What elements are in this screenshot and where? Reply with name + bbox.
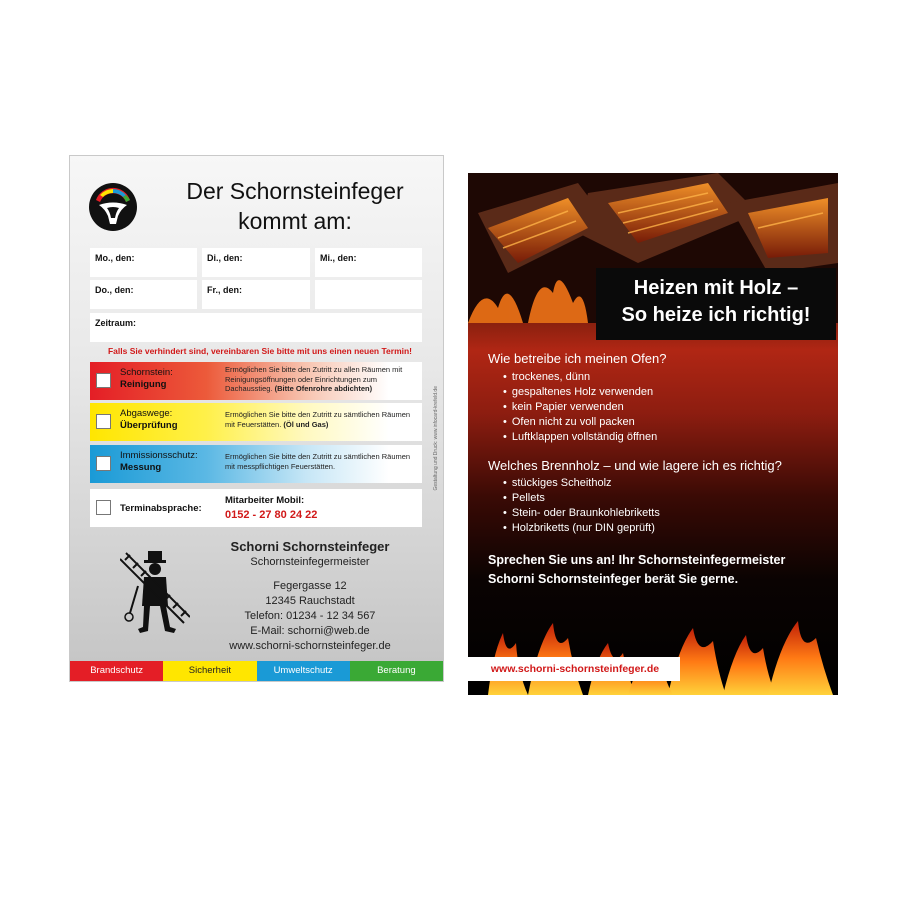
mobile-number[interactable]: 0152 - 27 80 24 22 (225, 509, 318, 521)
company-street: Fegergasse 12 (273, 580, 347, 592)
date-field-di[interactable]: Di., den: (202, 248, 310, 277)
list-item: • Stein- oder Braunkohlebriketts (513, 506, 660, 521)
guild-logo-icon (88, 182, 138, 232)
footer-umweltschutz: Umweltschutz (257, 661, 350, 681)
company-phone: Telefon: 01234 - 12 34 567 (244, 610, 376, 622)
service-category: Abgaswege: (120, 408, 173, 419)
date-field-extra[interactable] (315, 280, 422, 309)
service-type: Überprüfung (120, 420, 178, 431)
footer-beratung: Beratung (350, 661, 443, 681)
termin-checkbox[interactable] (96, 500, 111, 515)
service-desc-text: Ermöglichen Sie bitte den Zutritt zu sämtlichen Räumen mit messpflichtigen Feuerstätten. (225, 452, 411, 471)
headline-line-1: Heizen mit Holz – (633, 277, 799, 299)
company-website[interactable]: www.schorni-schornsteinfeger.de (229, 640, 391, 652)
date-field-fr[interactable]: Fr., den: (202, 280, 310, 309)
service-desc-text: Ermöglichen Sie bitte den Zutritt zu sämtlichen Räumen mit Feuerstätten. (225, 410, 411, 429)
appointment-contact-row (90, 489, 422, 527)
service-description (225, 410, 420, 429)
date-field-do[interactable]: Do., den: (90, 280, 197, 309)
company-email[interactable]: E-Mail: schorni@web.de (250, 625, 370, 637)
card-title (150, 176, 440, 236)
company-block (200, 539, 420, 654)
service-description (225, 452, 420, 471)
company-title: Schornsteinfegermeister (250, 556, 370, 568)
list-item: • trockenes, dünn (513, 370, 657, 385)
service-desc-note: (Bitte Ofenrohre abdichten) (274, 384, 373, 393)
list-item: • Pellets (513, 491, 660, 506)
print-credit: Gestaltung und Druck: www.infocard-krefeld.de (433, 386, 439, 491)
mobile-label: Mitarbeiter Mobil: (225, 495, 305, 506)
section-firewood-title: Welches Brennholz – und wie lagere ich es richtig? (488, 458, 782, 473)
appointment-card (69, 155, 444, 682)
reschedule-warning: Falls Sie verhindert sind, vereinbaren Sie bitte mit uns einen neuen Termin! (107, 346, 413, 356)
company-city: 12345 Rauchstadt (265, 595, 355, 607)
service-row-ueberpruefung (90, 403, 422, 441)
closing-line-2: Schorni Schornsteinfeger berät Sie gerne. (488, 572, 739, 586)
service-checkbox[interactable] (96, 414, 111, 429)
service-row-messung (90, 445, 422, 483)
service-row-reinigung (90, 362, 422, 400)
service-label (120, 367, 173, 391)
list-item: • stückiges Scheitholz (513, 476, 660, 491)
list-item: • Holzbriketts (nur DIN geprüft) (513, 521, 660, 536)
headline-banner (596, 268, 836, 340)
website-link[interactable]: www.schorni-schornsteinfeger.de (468, 657, 680, 681)
service-type: Reinigung (120, 379, 167, 390)
oven-tips-list (513, 370, 657, 445)
section-oven-title: Wie betreibe ich meinen Ofen? (488, 351, 667, 366)
footer-brandschutz: Brandschutz (70, 661, 163, 681)
closing-text (488, 551, 828, 589)
title-line-1: Der Schornsteinfeger (186, 178, 404, 204)
footer-sicherheit: Sicherheit (163, 661, 256, 681)
service-checkbox[interactable] (96, 456, 111, 471)
service-category: Immissionsschutz: (120, 450, 198, 461)
chimney-sweep-icon (120, 551, 190, 636)
termin-label: Terminabsprache: (120, 503, 202, 514)
title-line-2: kommt am: (238, 208, 352, 234)
period-field[interactable]: Zeitraum: (90, 313, 422, 342)
headline-line-2: So heize ich richtig! (621, 304, 811, 326)
service-desc-note: (Öl und Gas) (283, 419, 329, 429)
list-item: • gespaltenes Holz verwenden (513, 385, 657, 400)
date-field-mo[interactable]: Mo., den: (90, 248, 197, 277)
closing-line-1: Sprechen Sie uns an! Ihr Schornsteinfegermeister (488, 553, 786, 567)
service-desc-text: Ermöglichen Sie bitte den Zutritt zu allen Räumen mit Reinigungsöffnungen oder Einrichtungen zum Dachausstieg. (225, 365, 403, 393)
list-item: • Luftklappen vollständig öffnen (513, 430, 657, 445)
heating-info-card (468, 173, 838, 695)
company-name: Schorni Schornsteinfeger (230, 539, 390, 554)
service-description (225, 365, 420, 394)
service-type: Messung (120, 462, 162, 473)
flames-image (468, 613, 838, 695)
service-checkbox[interactable] (96, 373, 111, 388)
service-label (120, 408, 178, 432)
list-item: • kein Papier verwenden (513, 400, 657, 415)
date-field-mi[interactable]: Mi., den: (315, 248, 422, 277)
service-category: Schornstein: (120, 367, 173, 378)
firewood-list (513, 476, 660, 536)
list-item: • Ofen nicht zu voll packen (513, 415, 657, 430)
footer-color-bar (70, 661, 443, 681)
service-label (120, 450, 198, 474)
